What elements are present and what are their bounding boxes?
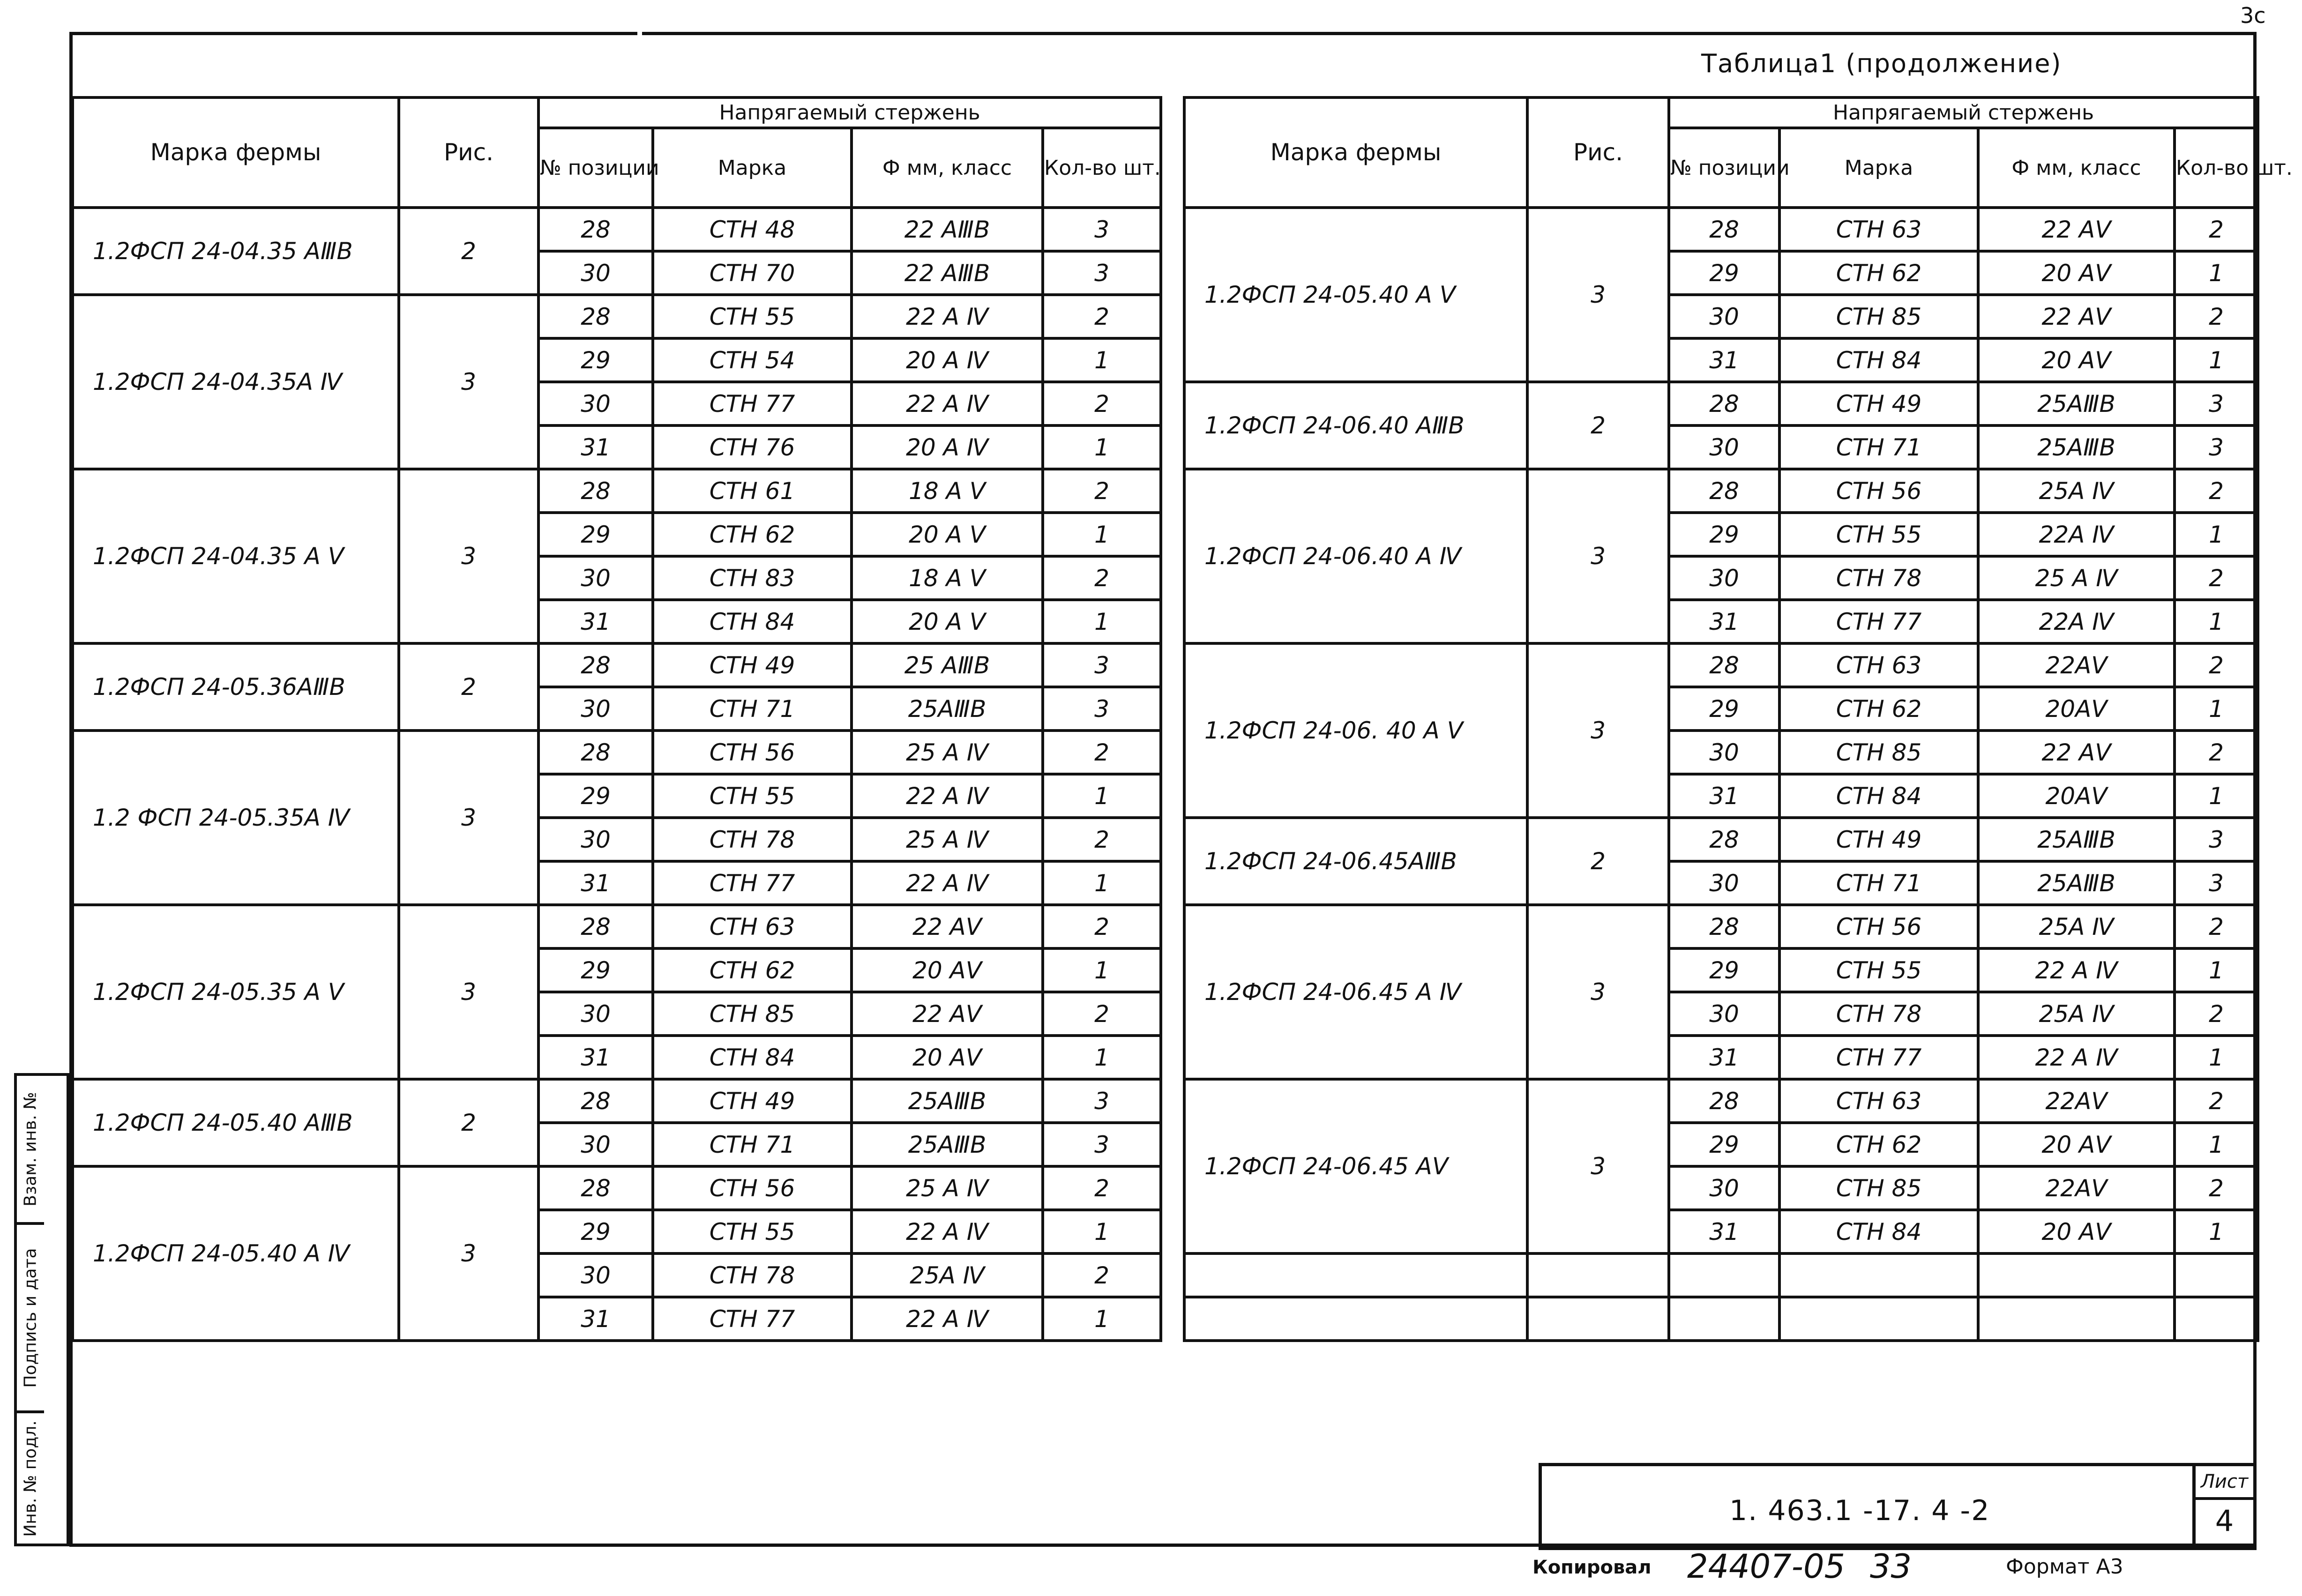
rod-cell: СТН 49 bbox=[653, 643, 852, 687]
table-row bbox=[73, 643, 1161, 687]
diam-cell: 22 АⅤ bbox=[852, 992, 1043, 1036]
archive-number: 24407-05 bbox=[1687, 1547, 1846, 1586]
diam-cell: 22 А Ⅳ bbox=[852, 1297, 1043, 1341]
qty-cell: 2 bbox=[2175, 643, 2258, 687]
truss-mark-cell: 1.2ФСП 24-06.45 АⅤ bbox=[1184, 1079, 1527, 1253]
pos-cell: 31 bbox=[1669, 774, 1779, 818]
diam-cell: 22А Ⅳ bbox=[1978, 513, 2175, 556]
diam-cell: 18 А Ⅴ bbox=[852, 556, 1043, 600]
pos-cell: 30 bbox=[538, 556, 653, 600]
diam-cell: 20АⅤ bbox=[1978, 687, 2175, 731]
pos-cell: 28 bbox=[538, 208, 653, 251]
top-border-right bbox=[642, 32, 2257, 35]
truss-mark-cell: 1.2ФСП 24-06. 40 А Ⅴ bbox=[1184, 643, 1527, 818]
figure-cell: 3 bbox=[1527, 469, 1669, 643]
pos-cell: 28 bbox=[538, 295, 653, 338]
pos-cell: 29 bbox=[538, 338, 653, 382]
table-row bbox=[73, 1166, 1161, 1210]
diam-cell: 25 А Ⅳ bbox=[852, 818, 1043, 861]
qty-cell: 1 bbox=[1043, 338, 1161, 382]
diam-cell: 22 А Ⅳ bbox=[852, 861, 1043, 905]
diam-cell: 25АⅢВ bbox=[1978, 861, 2175, 905]
pos-cell: 30 bbox=[538, 251, 653, 295]
pos-cell: 29 bbox=[538, 513, 653, 556]
qty-cell: 1 bbox=[2175, 338, 2258, 382]
empty-cell bbox=[1527, 1253, 1669, 1297]
rod-cell: СТН 84 bbox=[1779, 338, 1978, 382]
col-header-pos: № позиции bbox=[1669, 128, 1779, 208]
diam-cell: 22 АⅤ bbox=[852, 905, 1043, 948]
rod-cell: СТН 71 bbox=[653, 687, 852, 731]
rod-cell: СТН 84 bbox=[653, 600, 852, 643]
diam-cell: 25АⅢВ bbox=[852, 1079, 1043, 1123]
truss-mark-cell: 1.2ФСП 24-06.40 АⅢВ bbox=[1184, 382, 1527, 469]
diam-cell: 22 А Ⅳ bbox=[1978, 948, 2175, 992]
table-row bbox=[1184, 208, 2258, 251]
title-block bbox=[1539, 1463, 2257, 1550]
pos-cell: 31 bbox=[538, 1036, 653, 1079]
diam-cell: 25 А Ⅳ bbox=[852, 1166, 1043, 1210]
rod-cell: СТН 84 bbox=[1779, 774, 1978, 818]
rod-cell: СТН 76 bbox=[653, 425, 852, 469]
pos-cell: 31 bbox=[538, 861, 653, 905]
rod-cell: СТН 78 bbox=[1779, 556, 1978, 600]
rod-cell: СТН 78 bbox=[653, 1253, 852, 1297]
diam-cell: 25А Ⅳ bbox=[852, 1253, 1043, 1297]
truss-mark-cell: 1.2ФСП 24-05.40 АⅢВ bbox=[73, 1079, 399, 1166]
qty-cell: 1 bbox=[2175, 513, 2258, 556]
col-header-rod: Напрягаемый стержень bbox=[1669, 97, 2258, 128]
rod-cell: СТН 71 bbox=[1779, 425, 1978, 469]
col-header-rod-mark: Марка bbox=[1779, 128, 1978, 208]
figure-cell: 2 bbox=[399, 643, 538, 731]
qty-cell: 3 bbox=[2175, 818, 2258, 861]
col-header-rod-mark: Марка bbox=[653, 128, 852, 208]
table-row bbox=[73, 208, 1161, 251]
pos-cell: 28 bbox=[1669, 643, 1779, 687]
diam-cell: 20АⅤ bbox=[1978, 774, 2175, 818]
qty-cell: 3 bbox=[1043, 1123, 1161, 1166]
rod-cell: СТН 85 bbox=[1779, 295, 1978, 338]
pos-cell: 30 bbox=[538, 1253, 653, 1297]
pos-cell: 29 bbox=[538, 774, 653, 818]
figure-cell: 3 bbox=[1527, 208, 1669, 382]
qty-cell: 3 bbox=[1043, 643, 1161, 687]
empty-cell bbox=[1669, 1253, 1779, 1297]
rod-cell: СТН 54 bbox=[653, 338, 852, 382]
truss-mark-cell: 1.2ФСП 24-06.40 А Ⅳ bbox=[1184, 469, 1527, 643]
qty-cell: 2 bbox=[1043, 1166, 1161, 1210]
diam-cell: 25АⅢВ bbox=[1978, 425, 2175, 469]
table-row bbox=[73, 905, 1161, 948]
rod-cell: СТН 56 bbox=[653, 731, 852, 774]
rod-cell: СТН 56 bbox=[1779, 469, 1978, 513]
diam-cell: 22 АⅤ bbox=[1978, 731, 2175, 774]
table-row bbox=[1184, 643, 2258, 687]
rod-cell: СТН 63 bbox=[1779, 208, 1978, 251]
rod-cell: СТН 63 bbox=[653, 905, 852, 948]
sheet-label: Лист bbox=[2196, 1466, 2253, 1500]
pos-cell: 29 bbox=[1669, 251, 1779, 295]
qty-cell: 1 bbox=[2175, 948, 2258, 992]
sheet-number: 4 bbox=[2215, 1504, 2234, 1538]
strip-cell-replace-inv: Взам. инв. № bbox=[17, 1076, 44, 1225]
qty-cell: 2 bbox=[2175, 556, 2258, 600]
rod-cell: СТН 77 bbox=[653, 1297, 852, 1341]
diam-cell: 25А Ⅳ bbox=[1978, 905, 2175, 948]
rod-cell: СТН 84 bbox=[653, 1036, 852, 1079]
rod-cell: СТН 85 bbox=[1779, 731, 1978, 774]
qty-cell: 2 bbox=[1043, 992, 1161, 1036]
pos-cell: 28 bbox=[1669, 382, 1779, 425]
qty-cell: 1 bbox=[2175, 1123, 2258, 1166]
strip-cell-signature: Подпись и дата bbox=[17, 1225, 44, 1413]
diam-cell: 18 А Ⅴ bbox=[852, 469, 1043, 513]
rod-cell: СТН 77 bbox=[1779, 1036, 1978, 1079]
document-code: 1. 463.1 -17. 4 -2 bbox=[1729, 1494, 1990, 1527]
qty-cell: 1 bbox=[1043, 861, 1161, 905]
rod-cell: СТН 56 bbox=[1779, 905, 1978, 948]
rod-cell: СТН 63 bbox=[1779, 643, 1978, 687]
truss-mark-cell: 1.2ФСП 24-05.40 А Ⅳ bbox=[73, 1166, 399, 1341]
col-header-mark: Марка фермы bbox=[1184, 97, 1527, 208]
pos-cell: 31 bbox=[1669, 338, 1779, 382]
diam-cell: 20 А Ⅳ bbox=[852, 425, 1043, 469]
pos-cell: 28 bbox=[538, 469, 653, 513]
table-row bbox=[73, 469, 1161, 513]
pos-cell: 31 bbox=[1669, 600, 1779, 643]
col-header-qty: Кол-во шт. bbox=[1043, 128, 1161, 208]
qty-cell: 2 bbox=[2175, 905, 2258, 948]
diam-cell: 22 А Ⅳ bbox=[852, 1210, 1043, 1253]
pos-cell: 28 bbox=[538, 1079, 653, 1123]
diam-cell: 20 АⅤ bbox=[1978, 251, 2175, 295]
copied-by-label: Копировал bbox=[1532, 1557, 1652, 1578]
diam-cell: 20 АⅤ bbox=[1978, 1210, 2175, 1253]
empty-cell bbox=[2175, 1253, 2258, 1297]
table-row bbox=[73, 1079, 1161, 1123]
qty-cell: 3 bbox=[1043, 1079, 1161, 1123]
rod-cell: СТН 71 bbox=[653, 1123, 852, 1166]
rod-cell: СТН 83 bbox=[653, 556, 852, 600]
figure-cell: 3 bbox=[1527, 1079, 1669, 1253]
empty-cell bbox=[1779, 1253, 1978, 1297]
rod-cell: СТН 62 bbox=[653, 513, 852, 556]
rod-cell: СТН 77 bbox=[653, 382, 852, 425]
qty-cell: 3 bbox=[1043, 687, 1161, 731]
pos-cell: 29 bbox=[538, 948, 653, 992]
archive-number-2: 33 bbox=[1870, 1547, 1912, 1586]
diam-cell: 22 АⅢВ bbox=[852, 251, 1043, 295]
pos-cell: 28 bbox=[538, 905, 653, 948]
rod-cell: СТН 55 bbox=[1779, 948, 1978, 992]
rod-cell: СТН 48 bbox=[653, 208, 852, 251]
pos-cell: 30 bbox=[1669, 295, 1779, 338]
pos-cell: 31 bbox=[538, 1297, 653, 1341]
figure-cell: 2 bbox=[399, 1079, 538, 1166]
qty-cell: 2 bbox=[2175, 1079, 2258, 1123]
diam-cell: 25АⅢВ bbox=[852, 687, 1043, 731]
diam-cell: 20 А Ⅳ bbox=[852, 338, 1043, 382]
pos-cell: 28 bbox=[538, 1166, 653, 1210]
col-header-diam: Ф мм, класс bbox=[1978, 128, 2175, 208]
truss-mark-cell: 1.2ФСП 24-05.35 А Ⅴ bbox=[73, 905, 399, 1079]
qty-cell: 2 bbox=[1043, 382, 1161, 425]
pos-cell: 31 bbox=[1669, 1210, 1779, 1253]
rod-cell: СТН 62 bbox=[653, 948, 852, 992]
pos-cell: 28 bbox=[1669, 208, 1779, 251]
qty-cell: 2 bbox=[1043, 556, 1161, 600]
table-title: Таблица1 (продолжение) bbox=[1701, 49, 2062, 78]
table-row bbox=[73, 295, 1161, 338]
qty-cell: 2 bbox=[1043, 731, 1161, 774]
pos-cell: 28 bbox=[538, 643, 653, 687]
pos-cell: 30 bbox=[538, 818, 653, 861]
pos-cell: 30 bbox=[1669, 731, 1779, 774]
table-row bbox=[1184, 382, 2258, 425]
rod-cell: СТН 63 bbox=[1779, 1079, 1978, 1123]
diam-cell: 20 А Ⅴ bbox=[852, 600, 1043, 643]
qty-cell: 1 bbox=[2175, 1210, 2258, 1253]
qty-cell: 3 bbox=[1043, 208, 1161, 251]
diam-cell: 22 А Ⅳ bbox=[852, 774, 1043, 818]
rod-cell: СТН 77 bbox=[1779, 600, 1978, 643]
table-row bbox=[1184, 469, 2258, 513]
figure-cell: 3 bbox=[1527, 905, 1669, 1079]
qty-cell: 2 bbox=[2175, 295, 2258, 338]
truss-mark-cell: 1.2ФСП 24-04.35А Ⅳ bbox=[73, 295, 399, 469]
empty-cell bbox=[1779, 1297, 1978, 1341]
figure-cell: 2 bbox=[399, 208, 538, 295]
rod-cell: СТН 77 bbox=[653, 861, 852, 905]
pos-cell: 29 bbox=[1669, 513, 1779, 556]
qty-cell: 1 bbox=[1043, 1297, 1161, 1341]
rod-cell: СТН 56 bbox=[653, 1166, 852, 1210]
pos-cell: 30 bbox=[1669, 1166, 1779, 1210]
truss-mark-cell: 1.2ФСП 24-05.36АⅢВ bbox=[73, 643, 399, 731]
col-header-diam: Ф мм, класс bbox=[852, 128, 1043, 208]
rod-cell: СТН 70 bbox=[653, 251, 852, 295]
diam-cell: 22АⅤ bbox=[1978, 1079, 2175, 1123]
diam-cell: 20 А Ⅴ bbox=[852, 513, 1043, 556]
pos-cell: 28 bbox=[1669, 818, 1779, 861]
pos-cell: 29 bbox=[1669, 948, 1779, 992]
col-header-rod: Напрягаемый стержень bbox=[538, 97, 1161, 128]
empty-cell bbox=[1184, 1253, 1527, 1297]
pos-cell: 28 bbox=[1669, 905, 1779, 948]
diam-cell: 22 АⅤ bbox=[1978, 208, 2175, 251]
diam-cell: 25А Ⅳ bbox=[1978, 992, 2175, 1036]
qty-cell: 1 bbox=[2175, 687, 2258, 731]
figure-cell: 3 bbox=[399, 731, 538, 905]
pos-cell: 29 bbox=[538, 1210, 653, 1253]
qty-cell: 2 bbox=[2175, 731, 2258, 774]
qty-cell: 1 bbox=[2175, 600, 2258, 643]
qty-cell: 1 bbox=[2175, 774, 2258, 818]
pos-cell: 30 bbox=[1669, 425, 1779, 469]
col-header-pos: № позиции bbox=[538, 128, 653, 208]
qty-cell: 1 bbox=[2175, 1036, 2258, 1079]
qty-cell: 1 bbox=[2175, 251, 2258, 295]
figure-cell: 3 bbox=[399, 1166, 538, 1341]
empty-cell bbox=[2175, 1297, 2258, 1341]
col-header-fig: Рис. bbox=[1527, 97, 1669, 208]
pos-cell: 31 bbox=[1669, 1036, 1779, 1079]
rod-cell: СТН 49 bbox=[653, 1079, 852, 1123]
col-header-qty: Кол-во шт. bbox=[2175, 128, 2258, 208]
empty-cell bbox=[1527, 1297, 1669, 1341]
diam-cell: 22А Ⅳ bbox=[1978, 600, 2175, 643]
pos-cell: 30 bbox=[538, 1123, 653, 1166]
strip-cell-inv-no: Инв. № подл. bbox=[17, 1413, 44, 1546]
figure-cell: 2 bbox=[1527, 382, 1669, 469]
top-border-left bbox=[69, 32, 637, 35]
approval-strip bbox=[14, 1073, 69, 1546]
qty-cell: 2 bbox=[2175, 208, 2258, 251]
qty-cell: 2 bbox=[2175, 992, 2258, 1036]
diam-cell: 22 А Ⅳ bbox=[852, 295, 1043, 338]
pos-cell: 30 bbox=[538, 687, 653, 731]
pos-cell: 30 bbox=[538, 382, 653, 425]
qty-cell: 1 bbox=[1043, 774, 1161, 818]
diam-cell: 22 А Ⅳ bbox=[1978, 1036, 2175, 1079]
table-row bbox=[1184, 905, 2258, 948]
diam-cell: 20 АⅤ bbox=[1978, 1123, 2175, 1166]
rod-cell: СТН 61 bbox=[653, 469, 852, 513]
diam-cell: 25 А Ⅳ bbox=[852, 731, 1043, 774]
qty-cell: 1 bbox=[1043, 513, 1161, 556]
qty-cell: 2 bbox=[1043, 818, 1161, 861]
rod-cell: СТН 78 bbox=[1779, 992, 1978, 1036]
col-header-mark: Марка фермы bbox=[73, 97, 399, 208]
qty-cell: 1 bbox=[1043, 1036, 1161, 1079]
empty-row bbox=[1184, 1253, 2258, 1297]
figure-cell: 3 bbox=[399, 295, 538, 469]
empty-cell bbox=[1978, 1253, 2175, 1297]
rod-cell: СТН 49 bbox=[1779, 818, 1978, 861]
pos-cell: 28 bbox=[1669, 1079, 1779, 1123]
right-table bbox=[1183, 96, 2293, 1342]
rod-cell: СТН 55 bbox=[653, 1210, 852, 1253]
diam-cell: 22АⅤ bbox=[1978, 1166, 2175, 1210]
pos-cell: 30 bbox=[538, 992, 653, 1036]
figure-cell: 2 bbox=[1527, 818, 1669, 905]
diam-cell: 25АⅢВ bbox=[1978, 382, 2175, 425]
pos-cell: 28 bbox=[538, 731, 653, 774]
qty-cell: 1 bbox=[1043, 600, 1161, 643]
diam-cell: 20 АⅤ bbox=[852, 948, 1043, 992]
pos-cell: 30 bbox=[1669, 861, 1779, 905]
rod-cell: СТН 62 bbox=[1779, 251, 1978, 295]
table-row bbox=[1184, 818, 2258, 861]
figure-cell: 3 bbox=[399, 905, 538, 1079]
rod-cell: СТН 49 bbox=[1779, 382, 1978, 425]
rod-cell: СТН 85 bbox=[1779, 1166, 1978, 1210]
format-label: Формат А3 bbox=[2006, 1555, 2123, 1579]
empty-row bbox=[1184, 1297, 2258, 1341]
diam-cell: 25 А Ⅳ bbox=[1978, 556, 2175, 600]
rod-cell: СТН 71 bbox=[1779, 861, 1978, 905]
truss-mark-cell: 1.2ФСП 24-04.35 АⅢВ bbox=[73, 208, 399, 295]
pos-cell: 30 bbox=[1669, 992, 1779, 1036]
truss-mark-cell: 1.2ФСП 24-06.45АⅢВ bbox=[1184, 818, 1527, 905]
left-table bbox=[71, 96, 1162, 1342]
qty-cell: 2 bbox=[1043, 295, 1161, 338]
qty-cell: 2 bbox=[2175, 1166, 2258, 1210]
rod-cell: СТН 78 bbox=[653, 818, 852, 861]
qty-cell: 2 bbox=[1043, 1253, 1161, 1297]
rod-cell: СТН 85 bbox=[653, 992, 852, 1036]
qty-cell: 3 bbox=[2175, 382, 2258, 425]
empty-cell bbox=[1184, 1297, 1527, 1341]
col-header-fig: Рис. bbox=[399, 97, 538, 208]
empty-cell bbox=[1669, 1297, 1779, 1341]
truss-mark-cell: 1.2ФСП 24-05.40 А Ⅴ bbox=[1184, 208, 1527, 382]
qty-cell: 2 bbox=[2175, 469, 2258, 513]
table-row bbox=[73, 731, 1161, 774]
empty-cell bbox=[1978, 1297, 2175, 1341]
truss-mark-cell: 1.2ФСП 24-04.35 А Ⅴ bbox=[73, 469, 399, 643]
diam-cell: 25 АⅢВ bbox=[852, 643, 1043, 687]
rod-cell: СТН 62 bbox=[1779, 1123, 1978, 1166]
qty-cell: 1 bbox=[1043, 1210, 1161, 1253]
rod-cell: СТН 55 bbox=[653, 295, 852, 338]
pos-cell: 30 bbox=[1669, 556, 1779, 600]
qty-cell: 1 bbox=[1043, 948, 1161, 992]
rod-cell: СТН 84 bbox=[1779, 1210, 1978, 1253]
diam-cell: 22 АⅢВ bbox=[852, 208, 1043, 251]
qty-cell: 3 bbox=[2175, 425, 2258, 469]
diam-cell: 20 АⅤ bbox=[852, 1036, 1043, 1079]
diam-cell: 25АⅢВ bbox=[1978, 818, 2175, 861]
qty-cell: 2 bbox=[1043, 905, 1161, 948]
qty-cell: 3 bbox=[2175, 861, 2258, 905]
diam-cell: 25А Ⅳ bbox=[1978, 469, 2175, 513]
qty-cell: 1 bbox=[1043, 425, 1161, 469]
sheet-box bbox=[2192, 1466, 2253, 1547]
diam-cell: 20 АⅤ bbox=[1978, 338, 2175, 382]
diam-cell: 22 А Ⅳ bbox=[852, 382, 1043, 425]
figure-cell: 3 bbox=[399, 469, 538, 643]
figure-cell: 3 bbox=[1527, 643, 1669, 818]
rod-cell: СТН 62 bbox=[1779, 687, 1978, 731]
pos-cell: 31 bbox=[538, 425, 653, 469]
rod-cell: СТН 55 bbox=[653, 774, 852, 818]
pos-cell: 29 bbox=[1669, 687, 1779, 731]
pos-cell: 28 bbox=[1669, 469, 1779, 513]
pos-cell: 29 bbox=[1669, 1123, 1779, 1166]
truss-mark-cell: 1.2ФСП 24-06.45 А Ⅳ bbox=[1184, 905, 1527, 1079]
corner-mark: 3ⅽ bbox=[2240, 3, 2266, 28]
diam-cell: 22АⅤ bbox=[1978, 643, 2175, 687]
rod-cell: СТН 55 bbox=[1779, 513, 1978, 556]
table-row bbox=[1184, 1079, 2258, 1123]
truss-mark-cell: 1.2 ФСП 24-05.35А Ⅳ bbox=[73, 731, 399, 905]
qty-cell: 2 bbox=[1043, 469, 1161, 513]
qty-cell: 3 bbox=[1043, 251, 1161, 295]
pos-cell: 31 bbox=[538, 600, 653, 643]
diam-cell: 22 АⅤ bbox=[1978, 295, 2175, 338]
diam-cell: 25АⅢВ bbox=[852, 1123, 1043, 1166]
